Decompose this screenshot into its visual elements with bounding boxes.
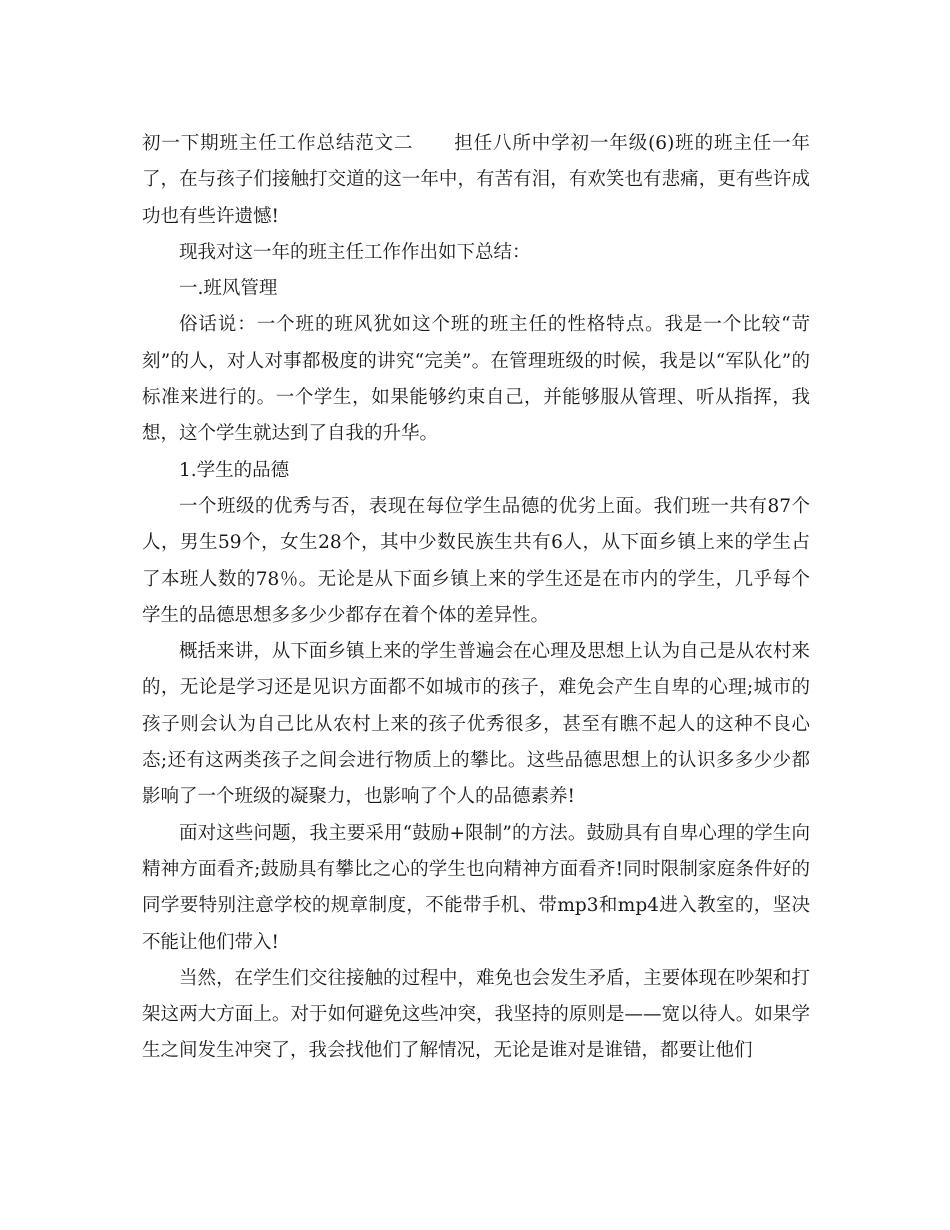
paragraph: 俗话说：一个班的班风犹如这个班的班主任的性格特点。我是一个比较“苛刻”的人，对人对事都极度的讲究“完美”。在管理班级的时候，我是以“军队化”的标准来进行的。一个学生，如果能够约束自己，并能够服从管理、听从指挥，我想，这个学生就达到了自我的升华。	[142, 314, 810, 445]
title-paragraph	[142, 126, 810, 235]
paragraph: 一个班级的优秀与否，表现在每位学生品德的优劣上面。我们班一共有87个人，男生59个，女生28个，其中少数民族生共有6人，从下面乡镇上来的学生占了本班人数的78％。无论是从下面乡镇上来的学生还是在市内的学生，几乎每个学生的品德思想多多少少都存在着个体的差异性。	[142, 495, 810, 626]
section-heading: 一.班风管理	[179, 278, 278, 300]
subsection-heading: 1.学生的品德	[179, 459, 290, 481]
document-body	[142, 126, 810, 1070]
intro-text: 担任八所中学初一年级(6)班的班主任一年了，在与孩子们接触打交道的这一年中，有苦有泪，有欢笑也有悲痛，更有些许成功也有些许遗憾!	[142, 133, 810, 227]
document-title: 初一下期班主任工作总结范文二	[142, 133, 414, 154]
paragraph: 面对这些问题，我主要采用“鼓励+限制”的方法。鼓励具有自卑心理的学生向精神方面看齐;鼓励具有攀比之心的学生也向精神方面看齐!同时限制家庭条件好的同学要特别注意学校的规章制度，不能带手机、带mp3和mp4进入教室的，坚决不能让他们带入!	[142, 822, 810, 953]
paragraph: 概括来讲，从下面乡镇上来的学生普遍会在心理及思想上认为自己是从农村来的，无论是学习还是见识方面都不如城市的孩子，难免会产生自卑的心理;城市的孩子则会认为自己比从农村上来的孩子优秀很多，甚至有瞧不起人的这种不良心态;还有这两类孩子之间会进行物质上的攀比。这些品德思想上的认识多多少少都影响了一个班级的凝聚力，也影响了个人的品德素养!	[142, 641, 810, 808]
paragraph: 当然，在学生们交往接触的过程中，难免也会发生矛盾，主要体现在吵架和打架这两大方面上。对于如何避免这些冲突，我坚持的原则是——宽以待人。如果学生之间发生冲突了，我会找他们了解情况，无论是谁对是谁错，都要让他们	[142, 967, 810, 1062]
paragraph: 现我对这一年的班主任工作作出如下总结：	[179, 241, 531, 263]
